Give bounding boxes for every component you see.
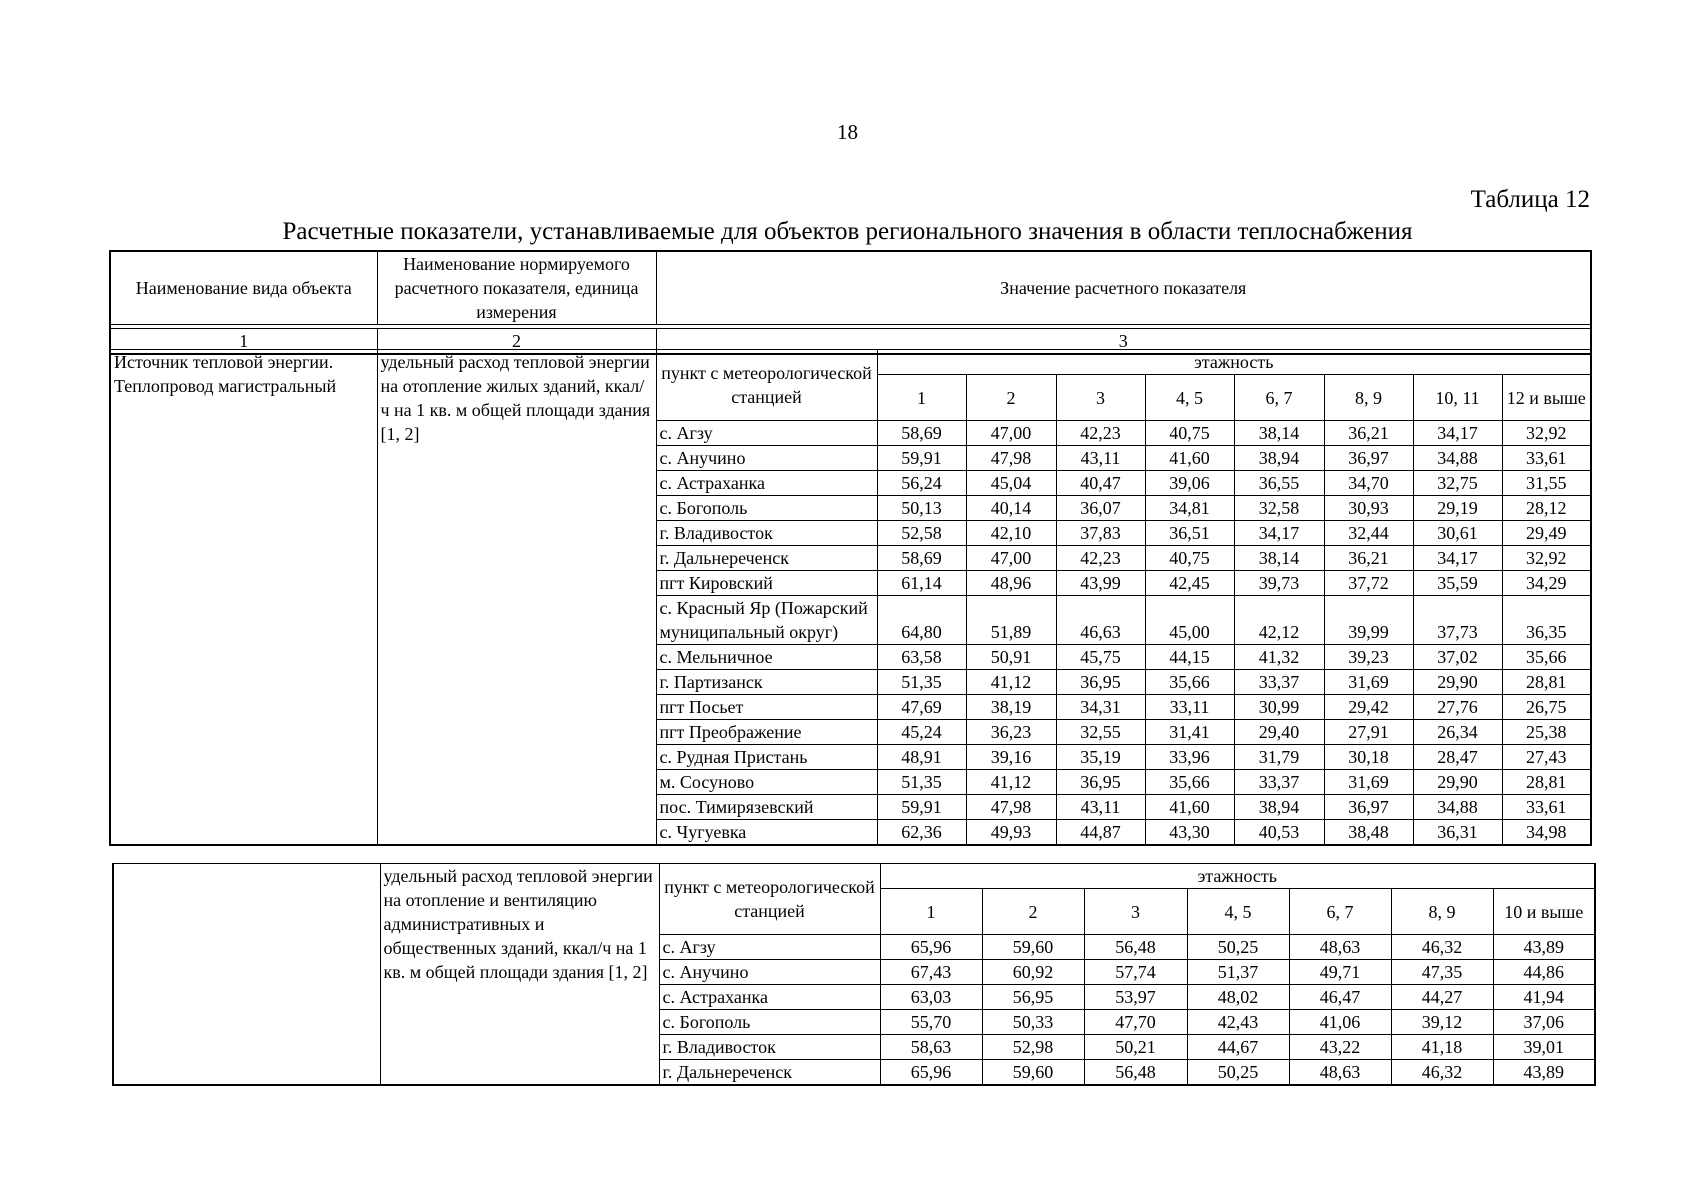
value-cell: 42,45 <box>1145 571 1234 596</box>
value-cell: 47,00 <box>966 546 1056 571</box>
value-cell: 34,17 <box>1413 421 1502 446</box>
station-name: пгт Посьет <box>656 695 877 720</box>
value-cell: 41,12 <box>966 670 1056 695</box>
floor-header: 1 <box>880 889 982 935</box>
value-cell: 32,55 <box>1056 720 1145 745</box>
value-cell: 58,63 <box>880 1035 982 1060</box>
value-cell: 34,98 <box>1502 820 1591 846</box>
station-name: с. Агзу <box>656 421 877 446</box>
value-cell: 59,91 <box>877 446 966 471</box>
station-name: пос. Тимирязевский <box>656 795 877 820</box>
floor-header: 2 <box>966 375 1056 421</box>
value-cell: 37,83 <box>1056 521 1145 546</box>
value-cell: 33,37 <box>1234 770 1324 795</box>
value-cell: 28,81 <box>1502 770 1591 795</box>
value-cell: 35,19 <box>1056 745 1145 770</box>
value-cell: 33,61 <box>1502 446 1591 471</box>
value-cell: 51,35 <box>877 670 966 695</box>
table-section-2 <box>112 863 1596 1086</box>
value-cell: 33,11 <box>1145 695 1234 720</box>
floors-header: этажность <box>877 350 1591 375</box>
object-type: Источник тепловой энергии. Теплопровод магистральный <box>110 350 377 846</box>
floor-header: 2 <box>982 889 1084 935</box>
value-cell: 64,80 <box>877 596 966 645</box>
value-cell: 34,17 <box>1234 521 1324 546</box>
station-name: г. Дальнереченск <box>656 546 877 571</box>
value-cell: 36,95 <box>1056 670 1145 695</box>
value-cell: 47,98 <box>966 446 1056 471</box>
value-cell: 43,11 <box>1056 795 1145 820</box>
floor-header: 3 <box>1084 889 1187 935</box>
value-cell: 29,42 <box>1324 695 1413 720</box>
value-cell: 36,21 <box>1324 546 1413 571</box>
station-name: г. Владивосток <box>656 521 877 546</box>
value-cell: 39,99 <box>1324 596 1413 645</box>
value-cell: 34,88 <box>1413 795 1502 820</box>
header-num-2: 2 <box>377 329 656 355</box>
value-cell: 35,66 <box>1145 770 1234 795</box>
floor-header: 3 <box>1056 375 1145 421</box>
value-cell: 32,58 <box>1234 496 1324 521</box>
value-cell: 45,24 <box>877 720 966 745</box>
value-cell: 63,03 <box>880 985 982 1010</box>
value-cell: 32,92 <box>1502 546 1591 571</box>
station-name: с. Анучино <box>656 446 877 471</box>
value-cell: 55,70 <box>880 1010 982 1035</box>
value-cell: 36,95 <box>1056 770 1145 795</box>
value-cell: 50,25 <box>1187 1060 1289 1086</box>
value-cell: 56,48 <box>1084 935 1187 960</box>
value-cell: 48,63 <box>1289 935 1391 960</box>
value-cell: 43,22 <box>1289 1035 1391 1060</box>
value-cell: 39,16 <box>966 745 1056 770</box>
value-cell: 47,98 <box>966 795 1056 820</box>
value-cell: 39,01 <box>1493 1035 1595 1060</box>
value-cell: 35,66 <box>1145 670 1234 695</box>
value-cell: 47,69 <box>877 695 966 720</box>
value-cell: 36,97 <box>1324 795 1413 820</box>
station-name: с. Агзу <box>659 935 880 960</box>
station-name: пгт Преображение <box>656 720 877 745</box>
value-cell: 26,75 <box>1502 695 1591 720</box>
value-cell: 40,14 <box>966 496 1056 521</box>
value-cell: 40,47 <box>1056 471 1145 496</box>
value-cell: 63,58 <box>877 645 966 670</box>
station-name: г. Партизанск <box>656 670 877 695</box>
header-row <box>113 864 1595 889</box>
value-cell: 29,90 <box>1413 670 1502 695</box>
value-cell: 36,55 <box>1234 471 1324 496</box>
value-cell: 42,43 <box>1187 1010 1289 1035</box>
floor-header: 10 и выше <box>1493 889 1595 935</box>
header-num-3: 3 <box>656 329 1591 355</box>
floor-header: 1 <box>877 375 966 421</box>
value-cell: 39,12 <box>1391 1010 1493 1035</box>
value-cell: 40,75 <box>1145 546 1234 571</box>
value-cell: 58,69 <box>877 546 966 571</box>
value-cell: 57,74 <box>1084 960 1187 985</box>
value-cell: 50,25 <box>1187 935 1289 960</box>
value-cell: 56,24 <box>877 471 966 496</box>
value-cell: 60,92 <box>982 960 1084 985</box>
table-label: Таблица 12 <box>1470 186 1590 213</box>
value-cell: 26,34 <box>1413 720 1502 745</box>
value-cell: 31,55 <box>1502 471 1591 496</box>
value-cell: 45,04 <box>966 471 1056 496</box>
floor-header: 12 и выше <box>1502 375 1591 421</box>
value-cell: 38,14 <box>1234 421 1324 446</box>
value-cell: 48,02 <box>1187 985 1289 1010</box>
value-cell: 34,81 <box>1145 496 1234 521</box>
value-cell: 44,27 <box>1391 985 1493 1010</box>
station-name: с. Анучино <box>659 960 880 985</box>
value-cell: 28,47 <box>1413 745 1502 770</box>
value-cell: 33,37 <box>1234 670 1324 695</box>
value-cell: 36,07 <box>1056 496 1145 521</box>
value-cell: 44,87 <box>1056 820 1145 846</box>
value-cell: 50,33 <box>982 1010 1084 1035</box>
value-cell: 61,14 <box>877 571 966 596</box>
value-cell: 46,32 <box>1391 935 1493 960</box>
value-cell: 48,63 <box>1289 1060 1391 1086</box>
value-cell: 41,18 <box>1391 1035 1493 1060</box>
station-name: с. Мельничное <box>656 645 877 670</box>
value-cell: 32,92 <box>1502 421 1591 446</box>
station-name: пгт Кировский <box>656 571 877 596</box>
station-name: с. Астраханка <box>656 471 877 496</box>
value-cell: 38,14 <box>1234 546 1324 571</box>
value-cell: 42,23 <box>1056 421 1145 446</box>
value-cell: 51,89 <box>966 596 1056 645</box>
value-cell: 42,10 <box>966 521 1056 546</box>
value-cell: 43,30 <box>1145 820 1234 846</box>
value-cell: 34,29 <box>1502 571 1591 596</box>
value-cell: 36,35 <box>1502 596 1591 645</box>
value-cell: 37,73 <box>1413 596 1502 645</box>
value-cell: 32,75 <box>1413 471 1502 496</box>
value-cell: 43,89 <box>1493 1060 1595 1086</box>
value-cell: 50,13 <box>877 496 966 521</box>
value-cell: 29,90 <box>1413 770 1502 795</box>
document-title: Расчетные показатели, устанавливаемые для объектов регионального значения в области теплоснабжения <box>282 218 1413 245</box>
header-value: Значение расчетного показателя <box>656 251 1591 325</box>
value-cell: 41,12 <box>966 770 1056 795</box>
value-cell: 30,18 <box>1324 745 1413 770</box>
value-cell: 36,31 <box>1413 820 1502 846</box>
value-cell: 42,23 <box>1056 546 1145 571</box>
station-name: с. Чугуевка <box>656 820 877 846</box>
value-cell: 36,23 <box>966 720 1056 745</box>
value-cell: 56,95 <box>982 985 1084 1010</box>
value-cell: 37,72 <box>1324 571 1413 596</box>
header-object-type: Наименование вида объекта <box>110 251 377 325</box>
value-cell: 38,94 <box>1234 446 1324 471</box>
value-cell: 51,37 <box>1187 960 1289 985</box>
value-cell: 47,00 <box>966 421 1056 446</box>
value-cell: 38,19 <box>966 695 1056 720</box>
value-cell: 34,70 <box>1324 471 1413 496</box>
value-cell: 52,58 <box>877 521 966 546</box>
value-cell: 33,96 <box>1145 745 1234 770</box>
value-cell: 41,94 <box>1493 985 1595 1010</box>
value-cell: 29,49 <box>1502 521 1591 546</box>
value-cell: 47,35 <box>1391 960 1493 985</box>
value-cell: 37,06 <box>1493 1010 1595 1035</box>
value-cell: 52,98 <box>982 1035 1084 1060</box>
value-cell: 35,66 <box>1502 645 1591 670</box>
value-cell: 30,93 <box>1324 496 1413 521</box>
value-cell: 44,86 <box>1493 960 1595 985</box>
table-section-1 <box>109 349 1592 846</box>
value-cell: 30,61 <box>1413 521 1502 546</box>
station-name: г. Дальнереченск <box>659 1060 880 1086</box>
value-cell: 62,36 <box>877 820 966 846</box>
value-cell: 34,88 <box>1413 446 1502 471</box>
value-cell: 46,63 <box>1056 596 1145 645</box>
indicator-name: удельный расход тепловой энергии на отопление и вентиляцию административных и общественных зданий, ккал/ч на 1 кв. м общей площади здания [1, 2] <box>380 864 659 1086</box>
value-cell: 27,91 <box>1324 720 1413 745</box>
station-name: м. Сосуново <box>656 770 877 795</box>
value-cell: 44,15 <box>1145 645 1234 670</box>
indicator-name: удельный расход тепловой энергии на отопление жилых зданий, ккал/ч на 1 кв. м общей площади здания [1, 2] <box>377 350 656 846</box>
value-cell: 39,06 <box>1145 471 1234 496</box>
value-cell: 43,99 <box>1056 571 1145 596</box>
value-cell: 32,44 <box>1324 521 1413 546</box>
value-cell: 59,91 <box>877 795 966 820</box>
floors-header: этажность <box>880 864 1595 889</box>
value-cell: 36,51 <box>1145 521 1234 546</box>
value-cell: 38,94 <box>1234 795 1324 820</box>
station-header: пункт с метеорологической станцией <box>659 864 880 935</box>
station-name: с. Астраханка <box>659 985 880 1010</box>
value-cell: 29,40 <box>1234 720 1324 745</box>
value-cell: 67,43 <box>880 960 982 985</box>
value-cell: 53,97 <box>1084 985 1187 1010</box>
value-cell: 30,99 <box>1234 695 1324 720</box>
header-row <box>110 350 1591 375</box>
value-cell: 45,00 <box>1145 596 1234 645</box>
object-type-continued <box>113 864 380 1086</box>
value-cell: 48,96 <box>966 571 1056 596</box>
value-cell: 47,70 <box>1084 1010 1187 1035</box>
value-cell: 45,75 <box>1056 645 1145 670</box>
value-cell: 25,38 <box>1502 720 1591 745</box>
value-cell: 28,81 <box>1502 670 1591 695</box>
floor-header: 4, 5 <box>1187 889 1289 935</box>
station-header: пункт с метеорологической станцией <box>656 350 877 421</box>
floor-header: 8, 9 <box>1324 375 1413 421</box>
value-cell: 31,69 <box>1324 770 1413 795</box>
value-cell: 36,21 <box>1324 421 1413 446</box>
value-cell: 41,60 <box>1145 446 1234 471</box>
value-cell: 40,53 <box>1234 820 1324 846</box>
value-cell: 38,48 <box>1324 820 1413 846</box>
value-cell: 41,32 <box>1234 645 1324 670</box>
page-number: 18 <box>837 120 858 144</box>
value-cell: 50,91 <box>966 645 1056 670</box>
value-cell: 41,60 <box>1145 795 1234 820</box>
value-cell: 46,32 <box>1391 1060 1493 1086</box>
table-header <box>109 250 1592 355</box>
value-cell: 48,91 <box>877 745 966 770</box>
value-cell: 46,47 <box>1289 985 1391 1010</box>
header-num-1: 1 <box>110 329 377 355</box>
value-cell: 49,71 <box>1289 960 1391 985</box>
value-cell: 39,73 <box>1234 571 1324 596</box>
floor-header: 10, 11 <box>1413 375 1502 421</box>
value-cell: 40,75 <box>1145 421 1234 446</box>
value-cell: 34,17 <box>1413 546 1502 571</box>
value-cell: 31,69 <box>1324 670 1413 695</box>
value-cell: 27,76 <box>1413 695 1502 720</box>
value-cell: 33,61 <box>1502 795 1591 820</box>
value-cell: 29,19 <box>1413 496 1502 521</box>
station-name: с. Рудная Пристань <box>656 745 877 770</box>
value-cell: 65,96 <box>880 1060 982 1086</box>
value-cell: 49,93 <box>966 820 1056 846</box>
value-cell: 59,60 <box>982 1060 1084 1086</box>
value-cell: 50,21 <box>1084 1035 1187 1060</box>
value-cell: 31,41 <box>1145 720 1234 745</box>
value-cell: 27,43 <box>1502 745 1591 770</box>
header-indicator: Наименование нормируемого расчетного показателя, единица измерения <box>377 251 656 325</box>
value-cell: 65,96 <box>880 935 982 960</box>
floor-header: 4, 5 <box>1145 375 1234 421</box>
value-cell: 37,02 <box>1413 645 1502 670</box>
station-name: с. Богополь <box>656 496 877 521</box>
value-cell: 42,12 <box>1234 596 1324 645</box>
floor-header: 8, 9 <box>1391 889 1493 935</box>
value-cell: 59,60 <box>982 935 1084 960</box>
value-cell: 39,23 <box>1324 645 1413 670</box>
station-name: с. Красный Яр (Пожарский муниципальный округ) <box>656 596 877 645</box>
value-cell: 56,48 <box>1084 1060 1187 1086</box>
value-cell: 34,31 <box>1056 695 1145 720</box>
value-cell: 43,11 <box>1056 446 1145 471</box>
value-cell: 31,79 <box>1234 745 1324 770</box>
value-cell: 28,12 <box>1502 496 1591 521</box>
value-cell: 36,97 <box>1324 446 1413 471</box>
floor-header: 6, 7 <box>1234 375 1324 421</box>
station-name: г. Владивосток <box>659 1035 880 1060</box>
value-cell: 35,59 <box>1413 571 1502 596</box>
value-cell: 58,69 <box>877 421 966 446</box>
value-cell: 41,06 <box>1289 1010 1391 1035</box>
value-cell: 43,89 <box>1493 935 1595 960</box>
value-cell: 44,67 <box>1187 1035 1289 1060</box>
value-cell: 51,35 <box>877 770 966 795</box>
station-name: с. Богополь <box>659 1010 880 1035</box>
floor-header: 6, 7 <box>1289 889 1391 935</box>
